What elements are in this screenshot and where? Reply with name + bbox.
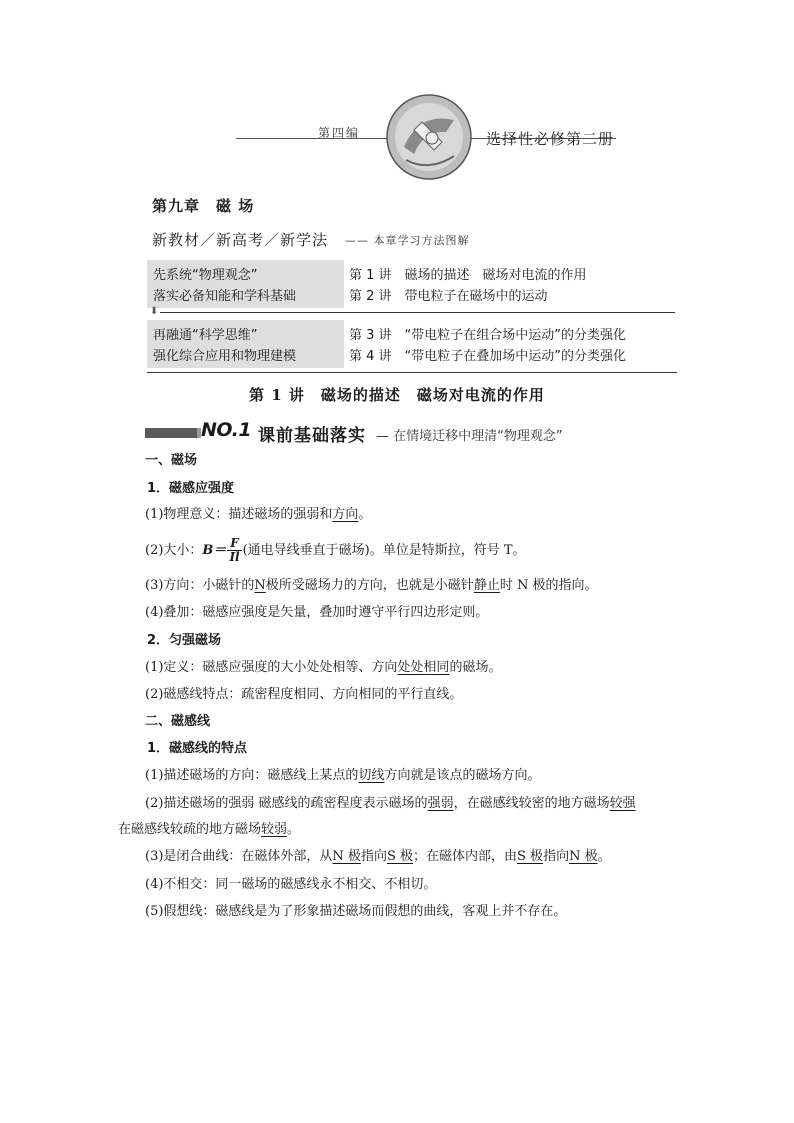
text: (2)大小： (145, 543, 203, 558)
method-group-label (147, 260, 344, 308)
subheading-induction: 1．磁感应强度 (147, 481, 235, 496)
chapter-slogan: 新教材／新高考／新学法 (152, 231, 329, 249)
method-lesson-item: 第 2 讲 带电粒子在磁场中的运动 (349, 289, 548, 304)
method-lesson-item: 第 3 讲 “带电粒子在组合场中运动”的分类强化 (349, 328, 627, 343)
fraction-numerator: F (227, 537, 241, 551)
answer-blank: N 极 (332, 849, 361, 864)
text: 。 (358, 507, 372, 522)
paragraph-uniform-lines: (2)磁感线特点：疏密程度相同、方向相同的平行直线。 (145, 687, 463, 702)
text: 。 (287, 822, 301, 837)
header-emblem-image (384, 92, 474, 182)
text: 极所受磁场力的方向，也就是小磁针 (265, 578, 474, 593)
answer-blank: 较弱 (261, 822, 288, 837)
method-bottom-rule (147, 372, 677, 373)
answer-blank: 强弱 (427, 796, 454, 811)
section-subtitle: — 在情境迁移中理清“物理观念” (376, 429, 563, 444)
header-book-label: 选择性必修第二册 (486, 130, 615, 148)
answer-blank: N (254, 578, 266, 593)
heading-magnetic-field: 一、磁场 (145, 453, 198, 468)
answer-blank: S 极 (517, 849, 544, 864)
paragraph-no-intersect: (4)不相交：同一磁场的磁感线永不相交、不相切。 (145, 877, 437, 892)
method-label-line: 先系统“物理观念” (153, 268, 258, 283)
fraction-denominator: Il (229, 550, 240, 564)
text: ，在磁感线较密的地方磁场 (453, 796, 610, 811)
text: (通电导线垂直于磁场)。单位是特斯拉，符号 T。 (242, 543, 526, 558)
answer-blank: 处处相同 (397, 660, 450, 675)
paragraph-uniform-definition (145, 659, 501, 677)
text: (3)是闭合曲线：在磁体外部，从 (145, 849, 333, 864)
answer-blank: S 极 (386, 849, 413, 864)
method-label-line: 再融通“科学思维” (153, 328, 258, 343)
method-group-concepts (147, 260, 677, 308)
text: 在磁感线较疏的地方磁场 (118, 822, 262, 837)
section-title: 课前基础落实 (258, 426, 366, 446)
subheading-uniform-field: 2．匀强磁场 (147, 633, 222, 648)
formula-symbol: B (202, 543, 214, 558)
text: (1)物理意义：描述磁场的强弱和 (145, 507, 333, 522)
paragraph-line-strength-cont (118, 821, 300, 839)
text: 指向 (360, 849, 387, 864)
formula-symbol: ＝ (213, 543, 227, 558)
subheading-line-features: 1．磁感线的特点 (147, 741, 248, 756)
answer-blank: N 极 (569, 849, 598, 864)
text: 方向就是该点的磁场方向。 (384, 768, 541, 783)
method-label-line: 落实必备知能和学科基础 (153, 289, 297, 304)
text: 时 N 极的指向。 (499, 578, 598, 593)
lesson-title: 第 1 讲 磁场的描述 磁场对电流的作用 (249, 386, 545, 404)
method-lesson-item: 第 1 讲 磁场的描述 磁场对电流的作用 (349, 268, 587, 283)
paragraph-closed-curve (145, 848, 611, 866)
text: ；在磁体内部，由 (413, 849, 518, 864)
method-divider (160, 312, 675, 313)
paragraph-imaginary: (5)假想线：磁感线是为了形象描述磁场而假想的曲线，客观上并不存在。 (145, 904, 567, 919)
method-group-label (147, 320, 344, 368)
paragraph-meaning (145, 506, 371, 524)
method-group-thinking (147, 320, 677, 368)
banner-decoration (145, 428, 197, 438)
answer-blank: 方向 (332, 507, 359, 522)
section-number: NO.1 (201, 419, 252, 441)
text: 。 (597, 849, 611, 864)
formula-fraction (227, 537, 241, 564)
text: (1)描述磁场的方向：磁感线上某点的 (145, 768, 359, 783)
answer-blank: 切线 (358, 768, 385, 783)
method-label-line: 强化综合应用和物理建模 (153, 349, 297, 364)
answer-blank: 较强 (609, 796, 636, 811)
chapter-title: 第九章 磁 场 (152, 197, 255, 215)
chapter-slogan-subtitle: —— 本章学习方法图解 (345, 234, 470, 247)
header-part-label: 第四编 (318, 126, 361, 140)
paragraph-line-direction (145, 767, 540, 785)
heading-field-lines: 二、磁感线 (145, 714, 211, 729)
paragraph-superposition: (4)叠加：磁感应强度是矢量，叠加时遵守平行四边形定则。 (145, 605, 489, 620)
text: (1)定义：磁感应强度的大小处处相等、方向 (145, 660, 398, 675)
paragraph-magnitude (145, 536, 526, 566)
paragraph-direction (145, 577, 597, 595)
answer-blank: 静止 (473, 578, 500, 593)
text: (3)方向：小磁针的 (145, 578, 255, 593)
method-lesson-item: 第 4 讲 “带电粒子在叠加场中运动”的分类强化 (349, 349, 627, 364)
text: 指向 (543, 849, 570, 864)
text: 的磁场。 (449, 660, 502, 675)
paragraph-line-strength (145, 795, 636, 813)
text: (2)描述磁场的强弱 磁感线的疏密程度表示磁场的 (145, 796, 428, 811)
arrow-down-icon: ⬇ (150, 306, 159, 317)
